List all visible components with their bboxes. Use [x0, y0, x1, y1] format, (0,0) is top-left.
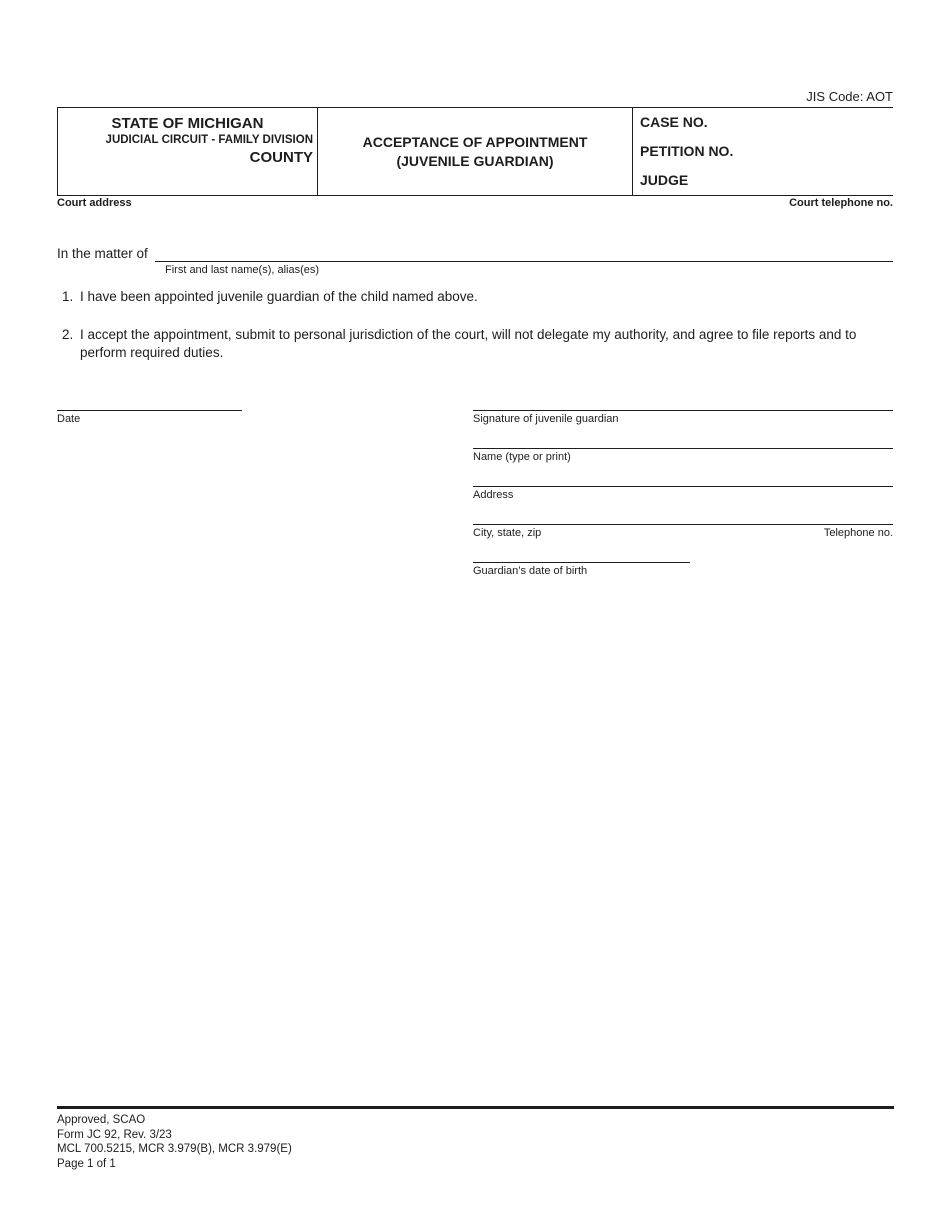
court-address-label: Court address: [57, 197, 132, 209]
date-block: [57, 410, 242, 425]
guardian-signature-label: Signature of juvenile guardian: [473, 413, 619, 425]
guardian-name-label: Name (type or print): [473, 451, 571, 463]
matter-name-hint: First and last name(s), alias(es): [165, 264, 320, 276]
judge-label: JUDGE: [640, 172, 689, 188]
date-label: Date: [57, 413, 81, 425]
matter-section: [57, 246, 893, 276]
footer-form-number: Form JC 92, Rev. 3/23: [57, 1128, 172, 1141]
matter-name-line[interactable]: [155, 246, 893, 262]
guardian-signature-block: [473, 410, 893, 577]
footer-section: [57, 1113, 893, 1172]
city-state-zip-label: City, state, zip: [473, 527, 542, 539]
statements-section: [57, 288, 893, 362]
signature-row: [473, 410, 893, 425]
dob-row: [473, 562, 893, 577]
court-telephone-label: Court telephone no.: [789, 197, 893, 209]
judicial-circuit-label: JUDICIAL CIRCUIT - FAMILY DIVISION: [105, 134, 313, 146]
footer-approved: Approved, SCAO: [57, 1114, 146, 1126]
statement-1-number: 1.: [62, 289, 74, 304]
name-row: [473, 448, 893, 463]
state-of-michigan-label: STATE OF MICHIGAN: [111, 115, 264, 132]
court-caption-cell: [58, 108, 318, 195]
footer-divider: [57, 1106, 894, 1109]
form-title-line2: (JUVENILE GUARDIAN): [396, 152, 554, 169]
matter-prefix-label: In the matter of: [57, 246, 148, 261]
county-label: COUNTY: [249, 149, 313, 166]
city-telephone-row: [473, 524, 893, 539]
footer-page-number: Page 1 of 1: [57, 1158, 116, 1171]
statement-1-text: I have been appointed juvenile guardian of the child named above.: [80, 289, 478, 304]
form-title-cell: [318, 108, 633, 195]
statement-1: [57, 288, 893, 306]
guardian-address-label: Address: [473, 489, 514, 501]
form-title-line1: ACCEPTANCE OF APPOINTMENT: [362, 133, 588, 150]
footer-citations: MCL 700.5215, MCR 3.979(B), MCR 3.979(E): [57, 1143, 292, 1156]
case-no-label: CASE NO.: [640, 114, 708, 130]
subheader-row: [57, 197, 893, 209]
statement-2-number: 2.: [62, 327, 74, 342]
caption-table: [57, 107, 893, 196]
statement-2: [57, 326, 893, 362]
guardian-dob-label: Guardian’s date of birth: [473, 565, 588, 577]
statement-2-text: I accept the appointment, submit to personal jurisdiction of the court, will not delegate my authority, and agree to file reports and to perform required duties.: [80, 327, 857, 360]
telephone-no-label: Telephone no.: [823, 527, 893, 539]
address-row: [473, 486, 893, 501]
jis-code: JIS Code: AOT: [806, 89, 893, 104]
petition-no-label: PETITION NO.: [640, 143, 734, 159]
case-info-cell: [633, 108, 893, 195]
